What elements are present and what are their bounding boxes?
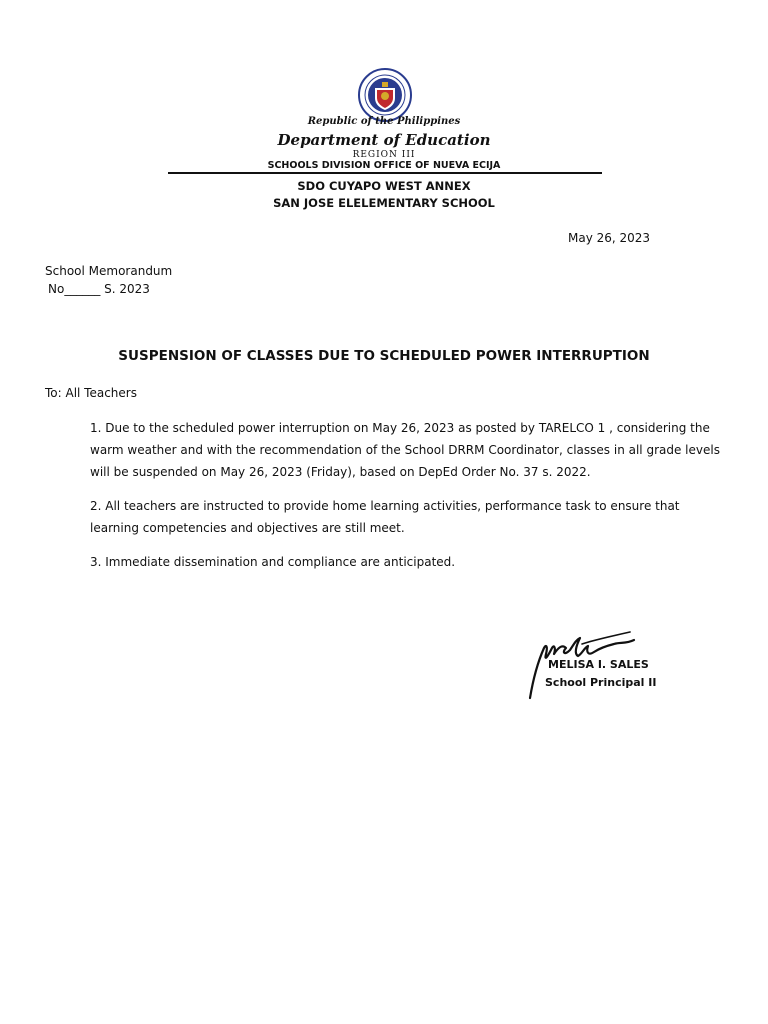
department-line: Department of Education bbox=[277, 131, 491, 149]
school-name-line1: SDO CUYAPO WEST ANNEX bbox=[297, 179, 471, 193]
memo-date: May 26, 2023 bbox=[568, 231, 651, 245]
memo-label: School Memorandum bbox=[45, 264, 173, 278]
deped-seal-icon bbox=[358, 68, 412, 122]
header-divider bbox=[168, 172, 602, 174]
paragraph-2: 2. All teachers are instructed to provide home learning activities, performance task to ensure that learning competencies and objectives are still meet. bbox=[90, 499, 680, 535]
paragraph-1: 1. Due to the scheduled power interruption on May 26, 2023 as posted by TARELCO 1 , considering the warm weather and with the recommendation of the School DRRM Coordinator, classes in all grade levels will be suspended on May 26, 2023 (Friday), based on DepEd Order No. 37 s. 2022. bbox=[90, 421, 720, 479]
memo-number: No______ S. 2023 bbox=[48, 282, 150, 296]
memo-recipient: To: All Teachers bbox=[45, 386, 137, 400]
memo-title: SUSPENSION OF CLASSES DUE TO SCHEDULED POWER INTERRUPTION bbox=[118, 348, 650, 364]
region-line: REGION III bbox=[352, 150, 416, 160]
school-name-line2: SAN JOSE ELELEMENTARY SCHOOL bbox=[273, 196, 495, 210]
paragraph-3: 3. Immediate dissemination and compliance are anticipated. bbox=[90, 555, 456, 569]
division-line: SCHOOLS DIVISION OFFICE OF NUEVA ECIJA bbox=[267, 160, 501, 171]
republic-line: Republic of the Philippines bbox=[307, 116, 461, 127]
signatory-name: MELISA I. SALES bbox=[548, 658, 649, 671]
signatory-title: School Principal II bbox=[545, 676, 657, 689]
